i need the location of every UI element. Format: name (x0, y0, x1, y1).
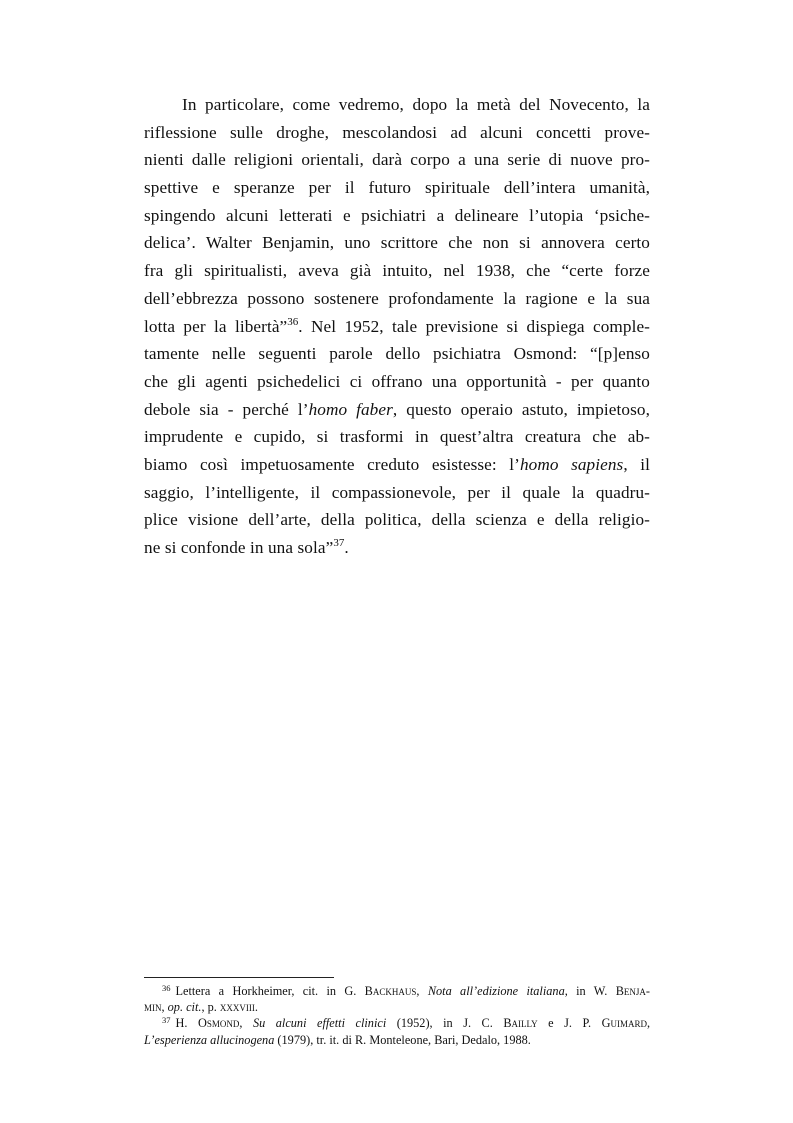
footnote-text: e J. P. (537, 1016, 602, 1031)
work-title: op. cit. (167, 1000, 202, 1015)
author-name: Benja- (615, 984, 650, 998)
paragraph-line: In particolare, come vedremo, dopo la metà del Novecento, la (182, 95, 650, 114)
work-title: L’esperienza allucinogena (144, 1032, 275, 1047)
footnote-37-line (144, 1032, 650, 1048)
paragraph-line: riflessione sulle droghe, mescolandosi ad alcuni concetti prove- (144, 122, 650, 142)
footnote-divider (144, 977, 334, 978)
author-name: Bailly (503, 1016, 538, 1031)
footnote-text: , (161, 1000, 168, 1015)
work-title: Su alcuni effetti clinici (252, 1016, 387, 1031)
paragraph-line: imprudente e cupido, si trasformi in quest’altra creatura che ab- (144, 427, 650, 447)
footnotes-section (144, 983, 650, 1048)
footnote-36-line (144, 999, 650, 1015)
paragraph-line: spingendo alcuni letterati e psichiatri a delineare l’utopia ‘psiche- (144, 205, 650, 225)
page-reference: xxxviii (219, 1000, 255, 1015)
paragraph-line: tamente nelle seguenti parole dello psichiatra Osmond: “[p]enso (144, 344, 650, 364)
author-name: Guimard (601, 1016, 647, 1031)
paragraph-line (144, 451, 650, 479)
paragraph-line: dell’ebbrezza possono sostenere profondamente la ragione e la sua (144, 288, 650, 308)
footnote-text: (1952), in J. C. (386, 1016, 504, 1031)
paragraph-line (144, 534, 650, 562)
italic-phrase: homo faber (308, 399, 393, 419)
line-text: , questo operaio astuto, impietoso, (392, 399, 650, 419)
footnote-text: (1979), tr. it. di R. Monteleone, Bari, Dedalo, 1988. (274, 1032, 531, 1047)
line-text: , il (623, 454, 650, 474)
line-text: debole sia - perché l’ (144, 399, 309, 419)
italic-phrase: homo sapiens (519, 454, 624, 474)
paragraph-line: saggio, l’intelligente, il compassionevole, per il quale la quadru- (144, 482, 650, 502)
work-title: Nota all’edizione italiana (427, 984, 565, 998)
author-name: min (144, 1000, 162, 1015)
line-text: ne si confonde in una sola” (144, 538, 334, 557)
paragraph-line: che gli agenti psichedelici ci offrano una opportunità - per quanto (144, 371, 650, 391)
footnote-37-line (144, 1015, 650, 1031)
paragraph-line (144, 396, 650, 424)
footnote-text: , p. (201, 1000, 220, 1015)
line-text: biamo così impetuosamente creduto esistesse: l’ (144, 454, 520, 474)
footnote-text: , in W. (564, 984, 616, 998)
paragraph-line: plice visione dell’arte, della politica, della scienza e della religio- (144, 510, 650, 530)
footnote-reference-37[interactable]: 37 (333, 537, 345, 549)
line-text: lotta per la libertà” (144, 316, 288, 336)
footnote-text: H. (175, 1016, 198, 1031)
footnote-text: , (646, 1016, 651, 1031)
footnote-text: , (239, 1016, 253, 1031)
paragraph-line: delica’. Walter Benjamin, uno scrittore che non si annovera certo (144, 233, 650, 253)
paragraph-line (144, 313, 650, 341)
line-text: . (344, 538, 349, 557)
footnote-text: . (254, 1000, 258, 1015)
paragraph-line: nienti dalle religioni orientali, darà corpo a una serie di nuove pro- (144, 150, 650, 170)
footnote-number: 37 (162, 1015, 171, 1026)
footnote-reference-36[interactable]: 36 (287, 315, 299, 328)
author-name: Osmond (197, 1016, 240, 1031)
footnote-text: Lettera a Horkheimer, cit. in G. (175, 984, 365, 998)
line-text: . Nel 1952, tale previsione si dispiega comple- (298, 316, 650, 336)
author-name: Backhaus (364, 984, 417, 998)
paragraph-line: spettive e speranze per il futuro spirituale dell’intera umanità, (144, 178, 650, 198)
footnote-number: 36 (162, 983, 171, 993)
footnote-36-line (144, 983, 650, 999)
main-paragraph (144, 91, 650, 562)
paragraph-line: fra gli spiritualisti, aveva già intuito, nel 1938, che “certe forze (144, 261, 650, 281)
footnote-text: , (416, 984, 428, 998)
